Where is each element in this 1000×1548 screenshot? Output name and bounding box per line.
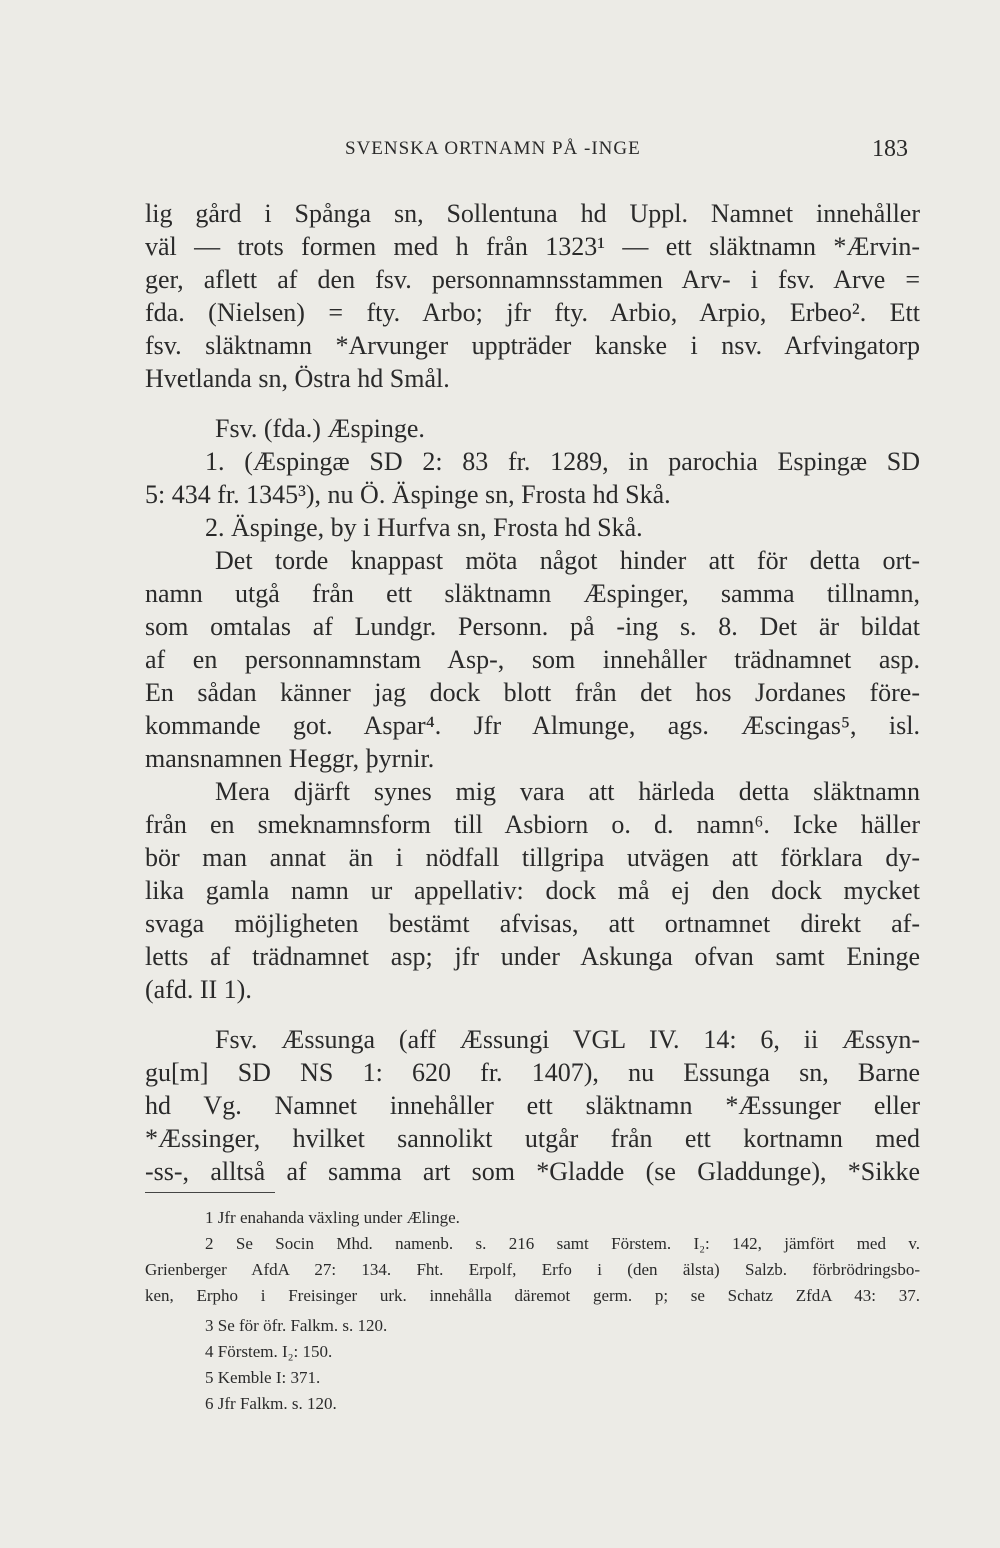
footnote: 4 Förstem. I₂: 150.: [205, 1342, 333, 1361]
body-line: Det torde knappast möta något hinder att för detta ort-: [215, 546, 920, 575]
footnote: 3 Se för öfr. Falkm. s. 120.: [205, 1316, 388, 1335]
footnote: 5 Kemble I: 371.: [205, 1368, 321, 1387]
body-line: från en smeknamnsform till Asbiorn o. d. namn⁶. Icke häller: [145, 810, 920, 839]
body-line: mansnamnen Heggr, þyrnir.: [145, 744, 435, 773]
body-line: bör man annat än i nödfall tillgripa utvägen att förklara dy-: [145, 843, 920, 872]
body-line: kommande got. Aspar⁴. Jfr Almunge, ags. Æscingas⁵, isl.: [145, 711, 920, 740]
body-line: fda. (Nielsen) = fty. Arbo; jfr fty. Arbio, Arpio, Erbeo². Ett: [145, 298, 920, 327]
entry-heading: Fsv. (fda.) Æspinge.: [215, 414, 425, 443]
body-line: lika gamla namn ur appellativ: dock må ej den dock mycket: [145, 876, 920, 905]
body-line: -ss-, alltså af samma art som *Gladde (se Gladdunge), *Sikke: [145, 1157, 920, 1186]
body-line: Mera djärft synes mig vara att härleda detta släktnamn: [215, 777, 920, 806]
body-line: gu[m] SD NS 1: 620 fr. 1407), nu Essunga sn, Barne: [145, 1058, 920, 1087]
body-line: letts af trädnamnet asp; jfr under Askunga ofvan samt Eninge: [145, 942, 920, 971]
running-title: SVENSKA ORTNAMN PÅ -INGE: [345, 138, 641, 159]
body-line: ger, aflett af den fsv. personnamnsstammen Arv- i fsv. Arve =: [145, 265, 920, 294]
body-line: *Æssinger, hvilket sannolikt utgår från ett kortnamn med: [145, 1124, 920, 1153]
body-line: af en personnamnstam Asp-, som innehåller trädnamnet asp.: [145, 645, 920, 674]
body-line: lig gård i Spånga sn, Sollentuna hd Uppl. Namnet innehåller: [145, 199, 920, 228]
footnote: 6 Jfr Falkm. s. 120.: [205, 1394, 337, 1413]
body-line: som omtalas af Lundgr. Personn. på -ing s. 8. Det är bildat: [145, 612, 920, 641]
page-number: 183: [872, 136, 908, 162]
body-line: En sådan känner jag dock blott från det hos Jordanes före-: [145, 678, 920, 707]
footnote-continuation: ken, Erpho i Freisinger urk. innehålla däremot germ. p; se Schatz ZfdA 43: 37.: [145, 1286, 920, 1305]
footnote: 1 Jfr enahanda växling under Ælinge.: [205, 1208, 460, 1227]
body-line: fsv. släktnamn *Arvunger uppträder kanske i nsv. Arfvingatorp: [145, 331, 920, 360]
body-line: svaga möjligheten bestämt afvisas, att ortnamnet direkt af-: [145, 909, 920, 938]
body-line: (afd. II 1).: [145, 975, 252, 1004]
body-line: hd Vg. Namnet innehåller ett släktnamn *Æssunger eller: [145, 1091, 920, 1120]
footnote: 2 Se Socin Mhd. namenb. s. 216 samt Förstem. I₂: 142, jämfört med v.: [205, 1234, 920, 1253]
body-line: 2. Äspinge, by i Hurfva sn, Frosta hd Skå.: [205, 513, 643, 542]
entry-heading: Fsv. Æssunga (aff Æssungi VGL IV. 14: 6, ii Æssyn-: [215, 1025, 920, 1054]
footnote-divider: [145, 1192, 275, 1193]
footnote-continuation: Grienberger AfdA 27: 134. Fht. Erpolf, Erfo i (den älsta) Salzb. förbrödringsbo-: [145, 1260, 920, 1279]
body-line: Hvetlanda sn, Östra hd Smål.: [145, 364, 450, 393]
body-line: väl — trots formen med h från 1323¹ — ett släktnamn *Ærvin-: [145, 232, 920, 261]
body-line: 5: 434 fr. 1345³), nu Ö. Äspinge sn, Frosta hd Skå.: [145, 480, 671, 509]
body-line: namn utgå från ett släktnamn Æspinger, samma tillnamn,: [145, 579, 920, 608]
body-line: 1. (Æspingæ SD 2: 83 fr. 1289, in parochia Espingæ SD: [205, 447, 920, 476]
